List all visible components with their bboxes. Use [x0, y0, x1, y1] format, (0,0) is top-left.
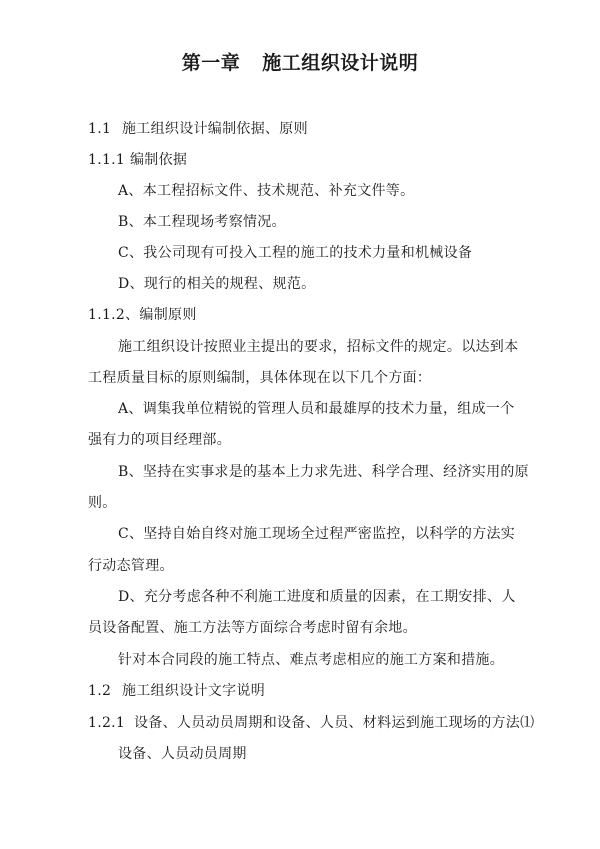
principle-item-b-cont: 则。 [88, 495, 117, 511]
paragraph-line: 工程质量目标的原则编制，具体体现在以下几个方面： [88, 370, 432, 386]
list-item-b: B、本工程现场考察情况。 [118, 214, 286, 230]
section-number: 1.1 [88, 121, 112, 137]
subsection-heading-1-1-2: 1.1.2、编制原则 [88, 307, 197, 323]
section-heading-1-1 [88, 120, 308, 138]
principle-item-d: D、充分考虑各种不利施工进度和质量的因素，在工期安排、人 [118, 589, 516, 605]
subsection-heading-text: 编制依据 [130, 152, 188, 168]
principle-item-c-cont: 行动态管理。 [88, 558, 174, 574]
section-number: 1.2 [88, 683, 112, 699]
list-item-d: D、现行的相关的规程、规范。 [118, 276, 316, 292]
paragraph-line: 针对本合同段的施工特点、难点考虑相应的施工方案和措施。 [118, 652, 505, 668]
chapter-title [0, 48, 600, 75]
section-heading-text: 施工组织设计编制依据、原则 [122, 121, 308, 137]
paragraph-line: 设备、人员动员周期 [118, 746, 247, 762]
section-heading-1-2 [88, 682, 265, 700]
list-item-a: A、本工程招标文件、技术规范、补充文件等。 [118, 183, 415, 199]
subsection-number: 1.1.1 [88, 152, 126, 168]
principle-item-d-cont: 员设备配置、施工方法等方面综合考虑时留有余地。 [88, 620, 417, 636]
list-item-c: C、我公司现有可投入工程的施工的技术力量和机械设备 [118, 245, 473, 261]
principle-item-c: C、坚持自始自终对施工现场全过程严密监控，以科学的方法实 [118, 526, 516, 542]
chapter-number: 第一章 [181, 52, 241, 74]
chapter-heading-text: 施工组织设计说明 [262, 52, 419, 74]
subsection-number: 1.2.1 [88, 715, 126, 731]
subsection-heading-text: 设备、人员动员周期和设备、人员、材料运到施工现场的方法⑴ [134, 715, 535, 731]
principle-item-b: B、坚持在实事求是的基本上力求先进、科学合理、经济实用的原 [118, 464, 529, 480]
subsection-heading-1-2-1 [88, 714, 534, 732]
principle-item-a: A、调集我单位精锐的管理人员和最雄厚的技术力量，组成一个 [118, 401, 515, 417]
section-heading-text: 施工组织设计文字说明 [122, 683, 265, 699]
principle-item-a-cont: 强有力的项目经理部。 [88, 432, 231, 448]
paragraph-line: 施工组织设计按照业主提出的要求，招标文件的规定。以达到本 [118, 339, 519, 355]
subsection-heading-1-1-1 [88, 151, 187, 169]
